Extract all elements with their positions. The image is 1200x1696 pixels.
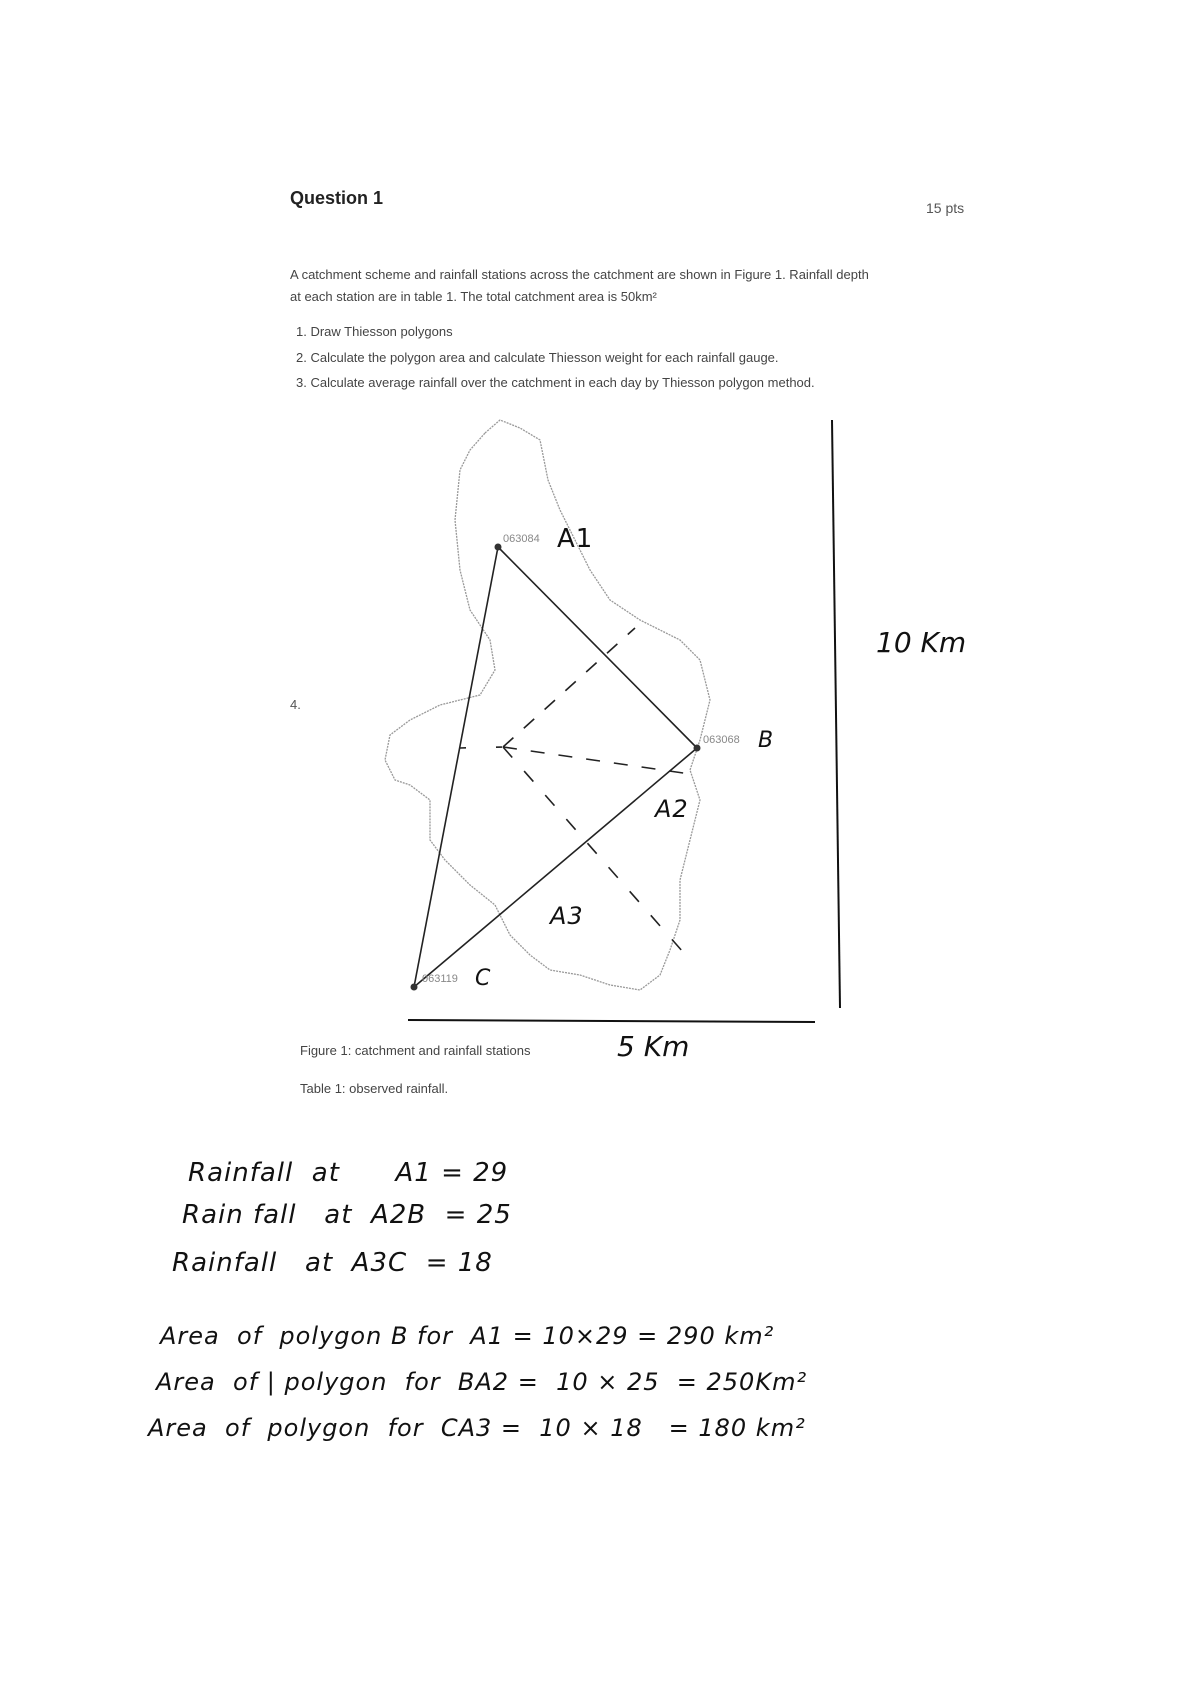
bisector-a1-c xyxy=(503,747,690,960)
region-label-a2: A2 xyxy=(655,795,689,823)
station-b-label: B xyxy=(758,728,775,753)
instruction-1: 1. Draw Thiesson polygons xyxy=(296,324,453,339)
scale-line-horizontal xyxy=(408,1020,815,1022)
line-a1-b xyxy=(498,547,697,748)
line-a1-c xyxy=(414,547,498,987)
station-c-dot xyxy=(411,984,418,991)
bisector-left-tick xyxy=(460,747,503,748)
catchment-boundary xyxy=(385,420,710,990)
station-b-id: 063068 xyxy=(703,734,740,746)
area-line-1: Area of polygon B for A1 = 10×29 = 290 km² xyxy=(160,1322,775,1350)
question-title: Question 1 xyxy=(290,188,384,208)
instruction-4-number: 4. xyxy=(290,697,301,712)
area-line-3: Area of polygon for CA3 = 10 × 18 = 180 km² xyxy=(148,1414,806,1442)
intro-line-2: at each station are in table 1. The total catchment area is 50km² xyxy=(290,289,657,304)
figure-caption: Figure 1: catchment and rainfall stations xyxy=(300,1043,531,1058)
scale-horizontal-label: 5 Km xyxy=(617,1030,690,1063)
region-label-a3: A3 xyxy=(550,902,584,930)
intro-line-1: A catchment scheme and rainfall stations across the catchment are shown in Figure 1. Rainfall depth xyxy=(290,267,869,282)
station-a1-dot xyxy=(495,544,502,551)
points-label: 15 pts xyxy=(926,200,965,216)
station-c-id: 063119 xyxy=(422,973,458,985)
station-a1-id: 063084 xyxy=(503,533,540,545)
rainfall-line-3: Rainfall at A3C = 18 xyxy=(172,1248,493,1278)
scale-line-vertical xyxy=(832,420,840,1008)
scale-vertical-label: 10 Km xyxy=(876,626,967,659)
instruction-3: 3. Calculate average rainfall over the catchment in each day by Thiesson polygon method. xyxy=(296,375,815,390)
area-line-2: Area of | polygon for BA2 = 10 × 25 = 250Km² xyxy=(156,1368,808,1396)
instruction-2: 2. Calculate the polygon area and calculate Thiesson weight for each rainfall gauge. xyxy=(296,350,779,365)
station-c-label: C xyxy=(475,966,492,991)
rainfall-line-1: Rainfall at A1 = 29 xyxy=(188,1158,509,1188)
bisector-a1-b xyxy=(503,628,635,747)
rainfall-line-2: Rain fall at A2B = 25 xyxy=(182,1200,512,1230)
station-a1-label: A1 xyxy=(557,524,594,554)
table-caption: Table 1: observed rainfall. xyxy=(300,1081,449,1096)
bisector-b-c xyxy=(503,747,697,775)
line-b-c xyxy=(414,748,697,987)
station-b-dot xyxy=(694,745,701,752)
